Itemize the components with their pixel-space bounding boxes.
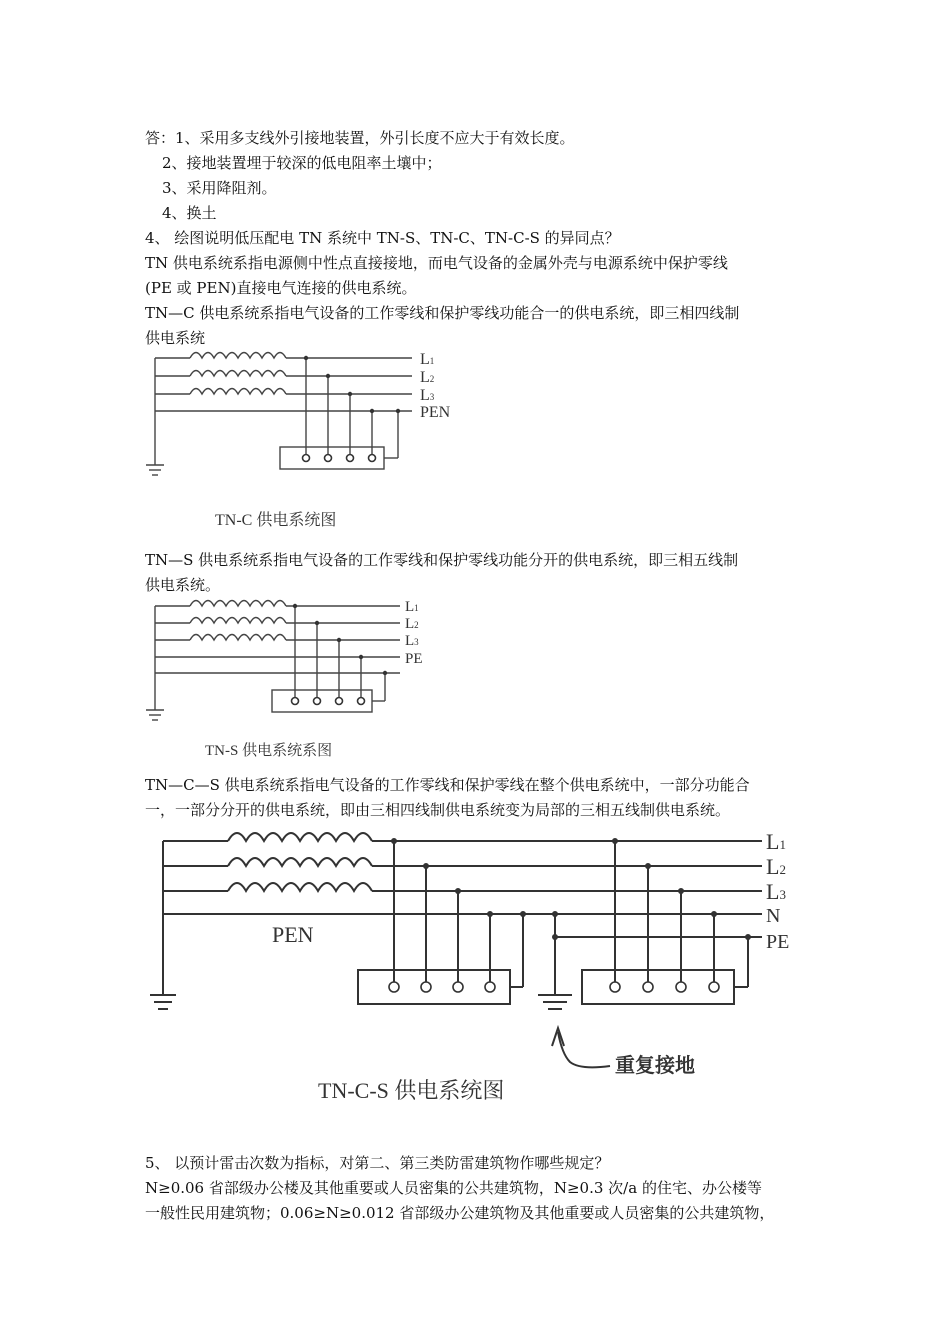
tns-label-l1: L1 — [405, 599, 419, 615]
question-5-title: 5、 以预计雷击次数为指标，对第二、第三类防雷建筑物作哪些规定？ — [145, 1154, 610, 1172]
answer-line-2: 2、接地装置埋于较深的低电阻率土壤中； — [162, 154, 442, 172]
tnc-caption: TN-C 供电系统图 — [215, 512, 337, 529]
tncs-label-l1: L1 — [766, 829, 786, 854]
tns-label-pe: PE — [405, 651, 423, 667]
tnc-label-l2: L2 — [420, 369, 435, 386]
tns-definition-line-1: TN—S 供电系统系指电气设备的工作零线和保护零线功能分开的供电系统，即三相五线制 — [145, 551, 739, 569]
tncs-label-l3: L3 — [766, 879, 786, 904]
tns-caption: TN-S 供电系统系图 — [205, 743, 333, 759]
tns-label-l3: L3 — [405, 633, 419, 649]
tncs-label-l2: L2 — [766, 854, 786, 879]
tnc-label-l1: L1 — [420, 351, 435, 368]
tn-definition-line-2: (PE 或 PEN)直接电气连接的供电系统。 — [145, 279, 417, 297]
tnc-definition-line-1: TN—C 供电系统系指电气设备的工作零线和保护零线功能合一的供电系统，即三相四线制 — [145, 304, 740, 322]
tns-label-l2: L2 — [405, 616, 419, 632]
tnc-definition-line-2: 供电系统 — [145, 329, 206, 347]
question-4-title: 4、 绘图说明低压配电 TN 系统中 TN-S、TN-C、TN-C-S 的异同点？ — [145, 229, 620, 247]
tnc-label-pen: PEN — [420, 404, 451, 421]
tnc-label-l3: L3 — [420, 387, 435, 404]
tncs-caption: TN-C-S 供电系统图 — [318, 1078, 505, 1103]
tns-definition-line-2: 供电系统。 — [145, 576, 221, 594]
tncs-definition-line-2: 一，一部分分开的供电系统，即由三相四线制供电系统变为局部的三相五线制供电系统。 — [145, 801, 731, 819]
answer-line-4: 4、换土 — [162, 204, 217, 222]
question-5-line-1: N≥0.06 省部级办公楼及其他重要或人员密集的公共建筑物，N≥0.3 次/a 的住宅、办公楼等 — [145, 1179, 762, 1197]
tncs-label-reground: 重复接地 — [615, 1055, 695, 1077]
tncs-label-pe: PE — [766, 931, 790, 953]
answer-line-3: 3、采用降阻剂。 — [162, 179, 277, 197]
tncs-label-n: N — [766, 905, 781, 927]
tncs-definition-line-1: TN—C—S 供电系统系指电气设备的工作零线和保护零线在整个供电系统中，一部分功能合 — [145, 776, 750, 794]
tn-definition-line-1: TN 供电系统系指电源侧中性点直接接地，而电气设备的金属外壳与电源系统中保护零线 — [145, 254, 728, 272]
tncs-label-pen: PEN — [272, 922, 314, 947]
answer-line-1: 答：1、采用多支线外引接地装置，外引长度不应大于有效长度。 — [145, 129, 575, 147]
question-5-line-2: 一般性民用建筑物；0.06≥N≥0.012 省部级办公建筑物及其他重要或人员密集的公共建筑物， — [145, 1204, 775, 1222]
